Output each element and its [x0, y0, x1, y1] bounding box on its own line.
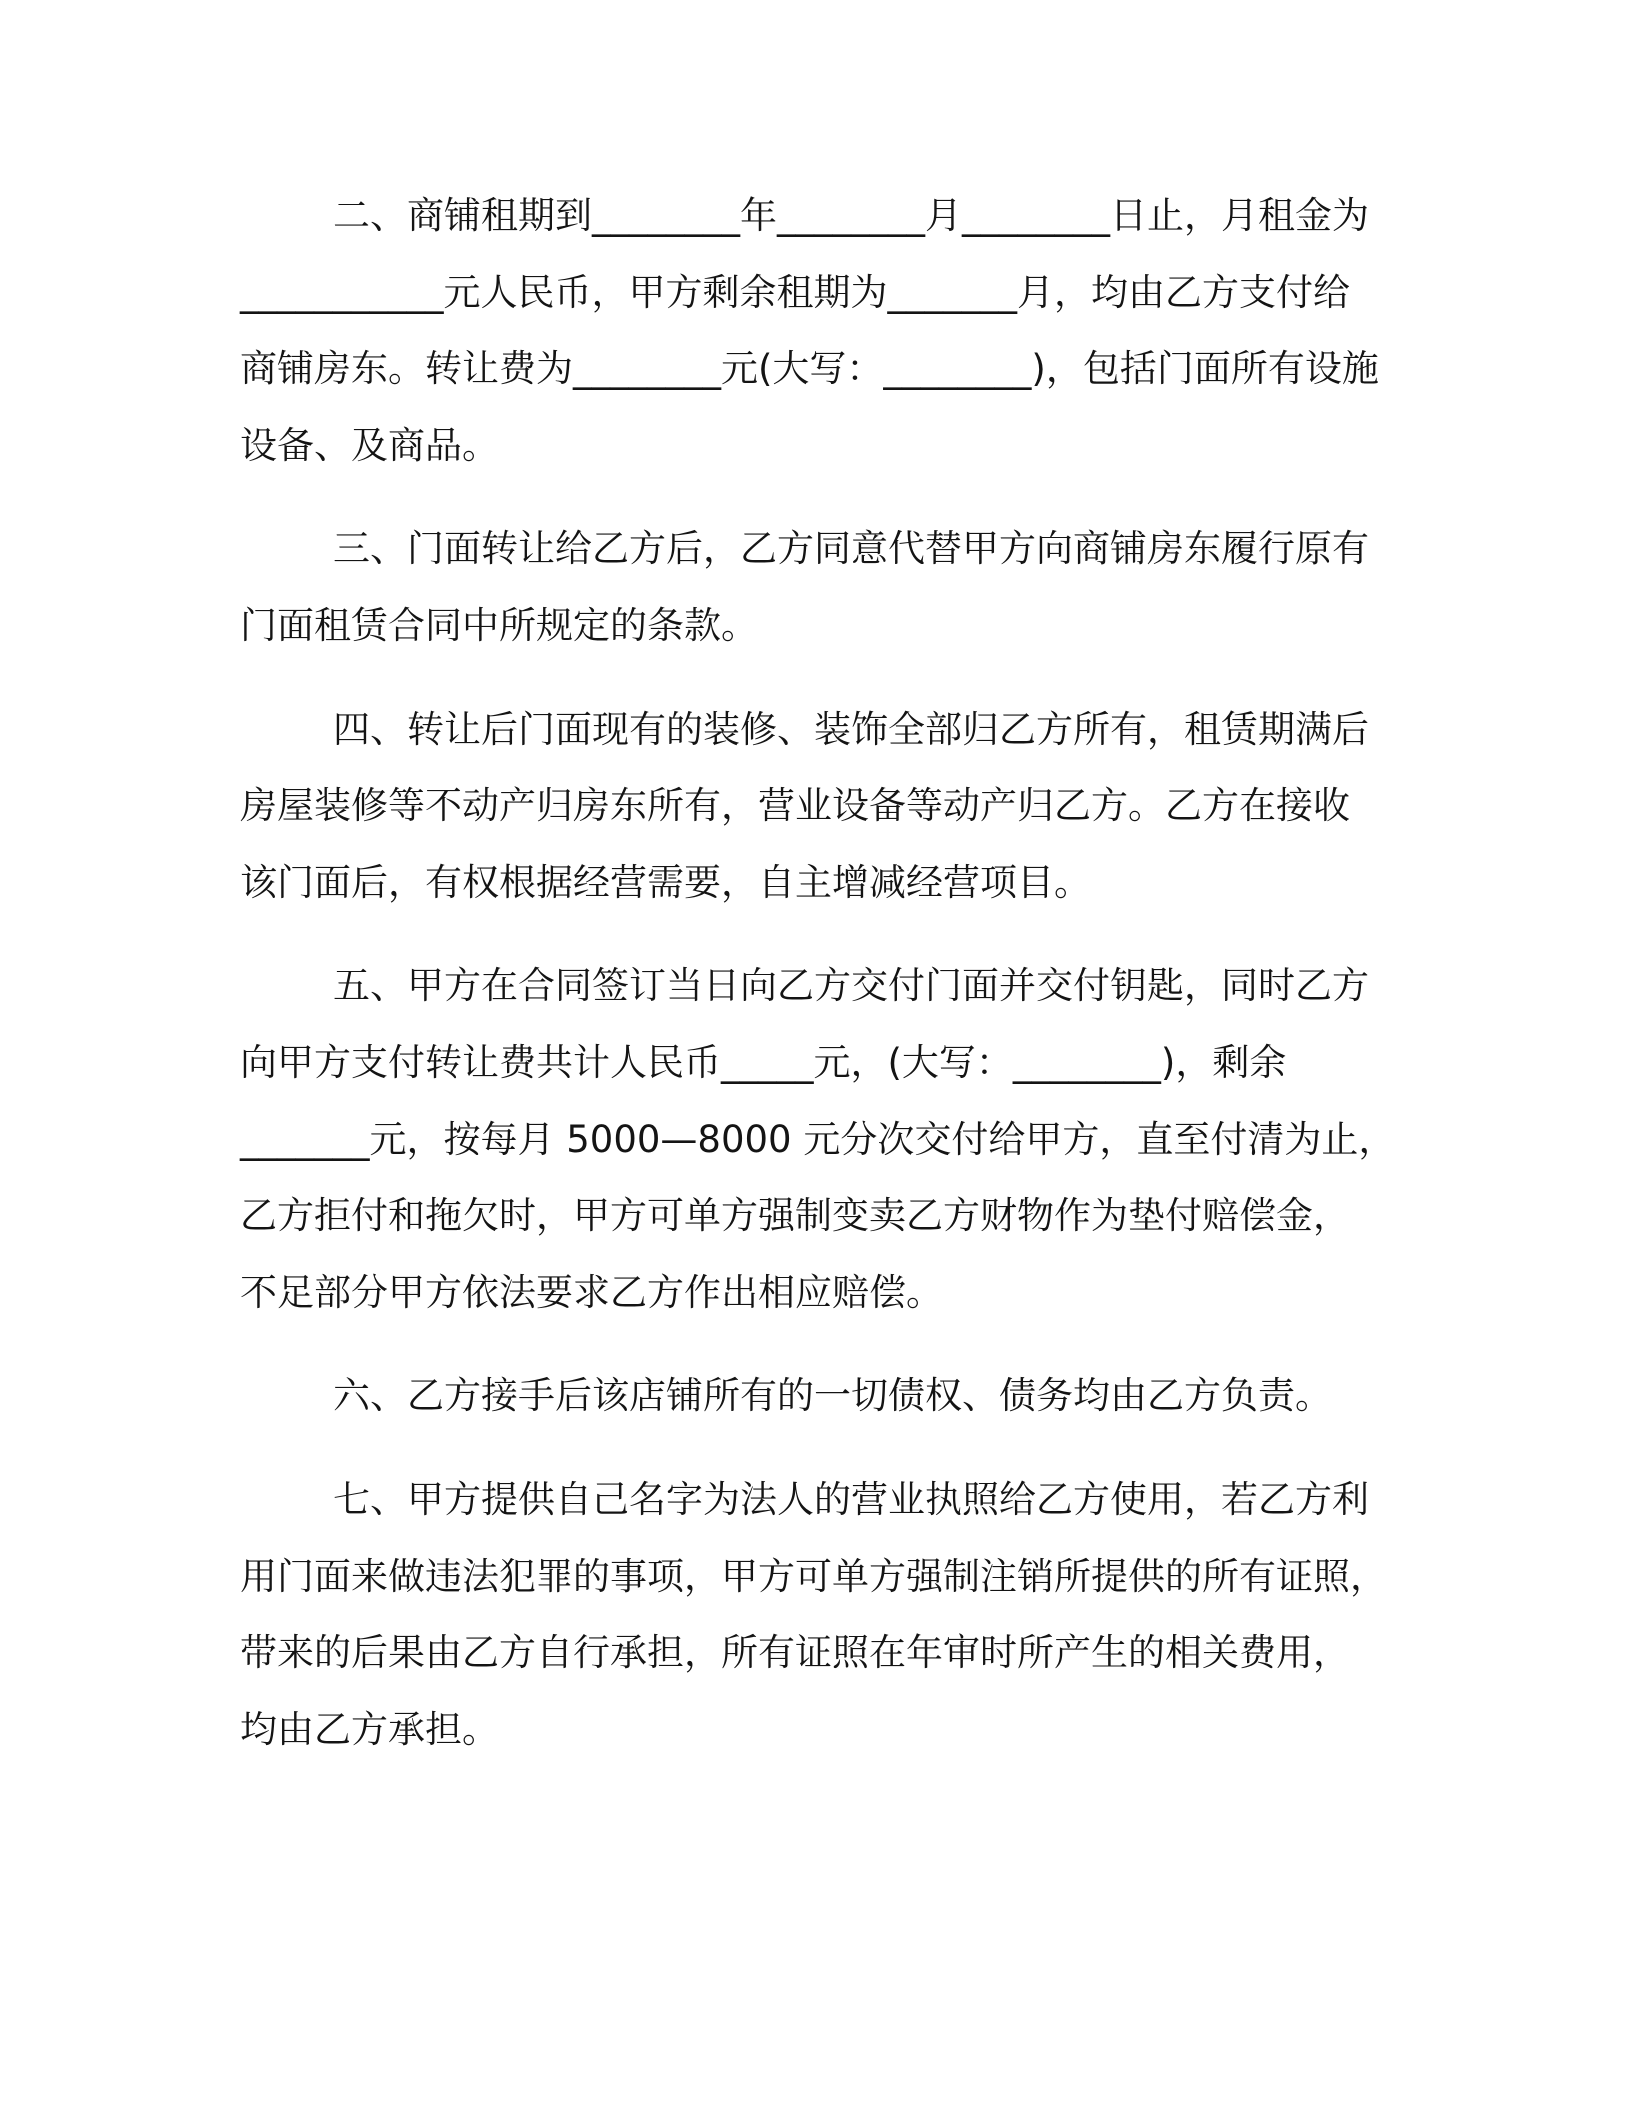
paragraph-line: 七、甲方提供自己名字为法人的营业执照给乙方使用，若乙方利 [333, 1477, 1369, 1521]
paragraph-line: 设备、及商品。 [240, 423, 499, 467]
paragraph-line: 五、甲方在合同签订当日向乙方交付门面并交付钥匙，同时乙方 [333, 964, 1369, 1008]
paragraph-line: 四、转让后门面现有的装修、装饰全部归乙方所有，租赁期满后 [333, 707, 1369, 751]
clause-five-paragraph [240, 948, 1440, 1331]
paragraph-line: 带来的后果由乙方自行承担，所有证照在年审时所产生的相关费用， [240, 1631, 1350, 1675]
clause-two-paragraph [240, 178, 1440, 484]
paragraph-line: ___________元人民币，甲方剩余租期为_______月，均由乙方支付给 [240, 270, 1350, 314]
paragraph-line: 商铺房东。转让费为________元(大写：________)，包括门面所有设施 [240, 347, 1379, 391]
paragraph-line: 三、门面转让给乙方后，乙方同意代替甲方向商铺房东履行原有 [333, 527, 1369, 571]
paragraph-line: _______元，按每月 5000—8000 元分次交付给甲方，直至付清为止， [240, 1117, 1396, 1161]
clause-seven-paragraph [240, 1462, 1440, 1768]
paragraph-line: 六、乙方接手后该店铺所有的一切债权、债务均由乙方负责。 [333, 1374, 1332, 1418]
clause-six-paragraph [240, 1358, 1440, 1435]
clause-three-paragraph [240, 511, 1440, 664]
paragraph-line: 乙方拒付和拖欠时，甲方可单方强制变卖乙方财物作为垫付赔偿金， [240, 1194, 1350, 1238]
paragraph-line: 向甲方支付转让费共计人民币_____元，(大写：________)，剩余 [240, 1040, 1287, 1084]
paragraph-line: 该门面后，有权根据经营需要，自主增减经营项目。 [240, 860, 1091, 904]
paragraph-line: 均由乙方承担。 [240, 1707, 499, 1751]
clause-four-paragraph [240, 692, 1440, 922]
paragraph-line: 门面租赁合同中所规定的条款。 [240, 603, 758, 647]
paragraph-line: 二、商铺租期到________年________月________日止，月租金为 [333, 194, 1369, 237]
paragraph-line: 房屋装修等不动产归房东所有，营业设备等动产归乙方。乙方在接收 [240, 784, 1350, 828]
paragraph-line: 用门面来做违法犯罪的事项，甲方可单方强制注销所提供的所有证照， [240, 1554, 1387, 1598]
paragraph-line: 不足部分甲方依法要求乙方作出相应赔偿。 [240, 1270, 943, 1314]
